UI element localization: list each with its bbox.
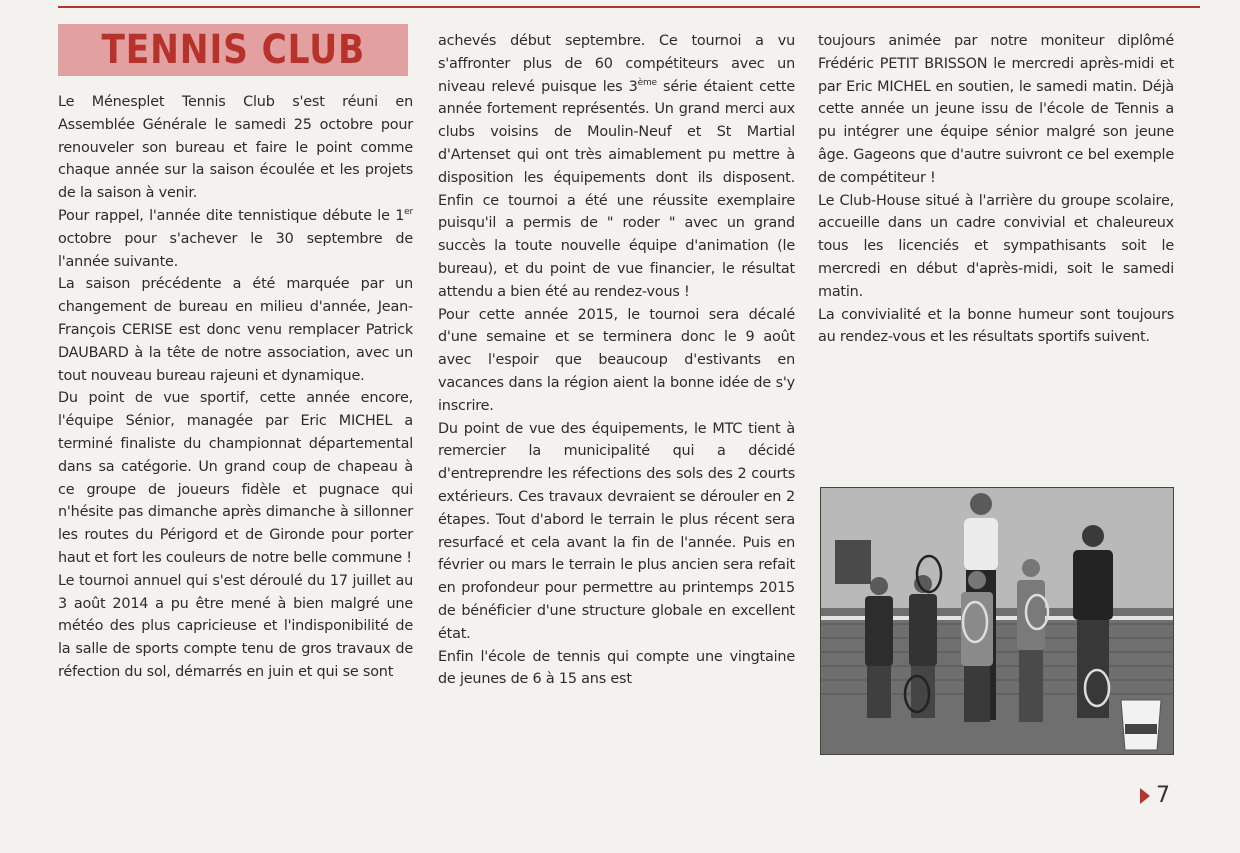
paragraph: Du point de vue des équipements, le MTC tient à remercier la municipalité qui a décidé d'entreprendre les réfections des sols des 2 courts extérieurs. Ces travaux devraient se dérouler en 2 étapes. Tout d'abord le terrain le plus récent sera resurfacé et cela avant la fin de l'année. Puis en février ou mars le terrain le plus ancien sera refait en profondeur pour permettre au printemps 2015 de bénéficier d'une structure globale en excellent état. (438, 420, 795, 642)
paragraph: La convivialité et la bonne humeur sont toujours au rendez-vous et les résultats sportifs suivent. (818, 306, 1174, 346)
paragraph-with-superscript: achevés début septembre. Ce tournoi a vu s'affronter plus de 60 compétiteurs avec un niveau relevé puisque les 3ème série étaient cette année fortement représentés. Un grand merci aux clubs voisins de Moulin-Neuf et St Martial d'Artenset qui ont très aimablement pu mettre à disposition les équipements dont ils disposent. Enfin ce tournoi a été une réussite exemplaire puisqu'il a permis de " roder " avec un grand succès la toute nouvelle équipe d'animation (le bureau), et du point de vue financier, le résultat attendu a bien été au rendez-vous ! (438, 33, 795, 300)
page-title: TENNIS CLUB (101, 27, 365, 73)
paragraph: Le Ménesplet Tennis Club s'est réuni en Assemblée Générale le samedi 25 octobre pour renouveler son bureau et faire le point comme chaque année sur la saison écoulée et les projets de la saison à venir. (58, 94, 413, 202)
paragraph: Le Club-House situé à l'arrière du groupe scolaire, accueille dans un cadre convivial et chaleureux tous les licenciés et sympathisants soit le mercredi en début d'après-midi, soit le samedi matin. (818, 192, 1174, 300)
column-1 (58, 91, 413, 684)
page-number-text: 7 (1156, 783, 1170, 808)
page-marker-icon (1140, 788, 1150, 804)
paragraph: Enfin l'école de tennis qui compte une vingtaine de jeunes de 6 à 15 ans est (438, 648, 795, 688)
photo-illustration (821, 488, 1173, 754)
column-2 (438, 30, 795, 691)
column-3 (818, 30, 1174, 349)
tennis-school-photo (820, 487, 1174, 755)
paragraph: La saison précédente a été marquée par un changement de bureau en milieu d'année, Jean-François CERISE est donc venu remplacer Patrick DAUBARD à la tête de notre association, avec un tout nouveau bureau rajeuni et dynamique. (58, 276, 413, 384)
top-rule (58, 6, 1200, 8)
paragraph: Du point de vue sportif, cette année encore, l'équipe Sénior, managée par Eric MICHEL a terminé finaliste du championnat départemental dans sa catégorie. Un grand coup de chapeau à ce groupe de joueurs fidèle et pugnace qui n'hésite pas dimanche après dimanche à sillonner les routes du Périgord et de Gironde pour porter haut et fort les couleurs de notre belle commune ! (58, 390, 413, 566)
title-banner (58, 24, 408, 76)
paragraph-with-superscript: Pour rappel, l'année dite tennistique débute le 1er octobre pour s'achever le 30 septembre de l'année suivante. (58, 206, 413, 270)
paragraph: toujours animée par notre moniteur diplômé Frédéric PETIT BRISSON le mercredi après-midi et par Eric MICHEL en soutien, le samedi matin. Déjà cette année un jeune issu de l'école de Tennis a pu intégrer une équipe sénior malgré son jeune âge. Gageons que d'autre suivront ce bel exemple de compétiteur ! (818, 33, 1174, 186)
paragraph: Le tournoi annuel qui s'est déroulé du 17 juillet au 3 août 2014 a pu être mené à bien malgré une météo des plus capricieuse et l'indisponibilité de la salle de sports compte tenu de gros travaux de réfection du sol, démarrés en juin et qui se sont (58, 572, 413, 680)
paragraph: Pour cette année 2015, le tournoi sera décalé d'une semaine et se terminera donc le 9 août avec l'espoir que beaucoup d'estivants en vacances dans la région aient la bonne idée de s'y inscrire. (438, 306, 795, 414)
page-number (1140, 783, 1170, 808)
